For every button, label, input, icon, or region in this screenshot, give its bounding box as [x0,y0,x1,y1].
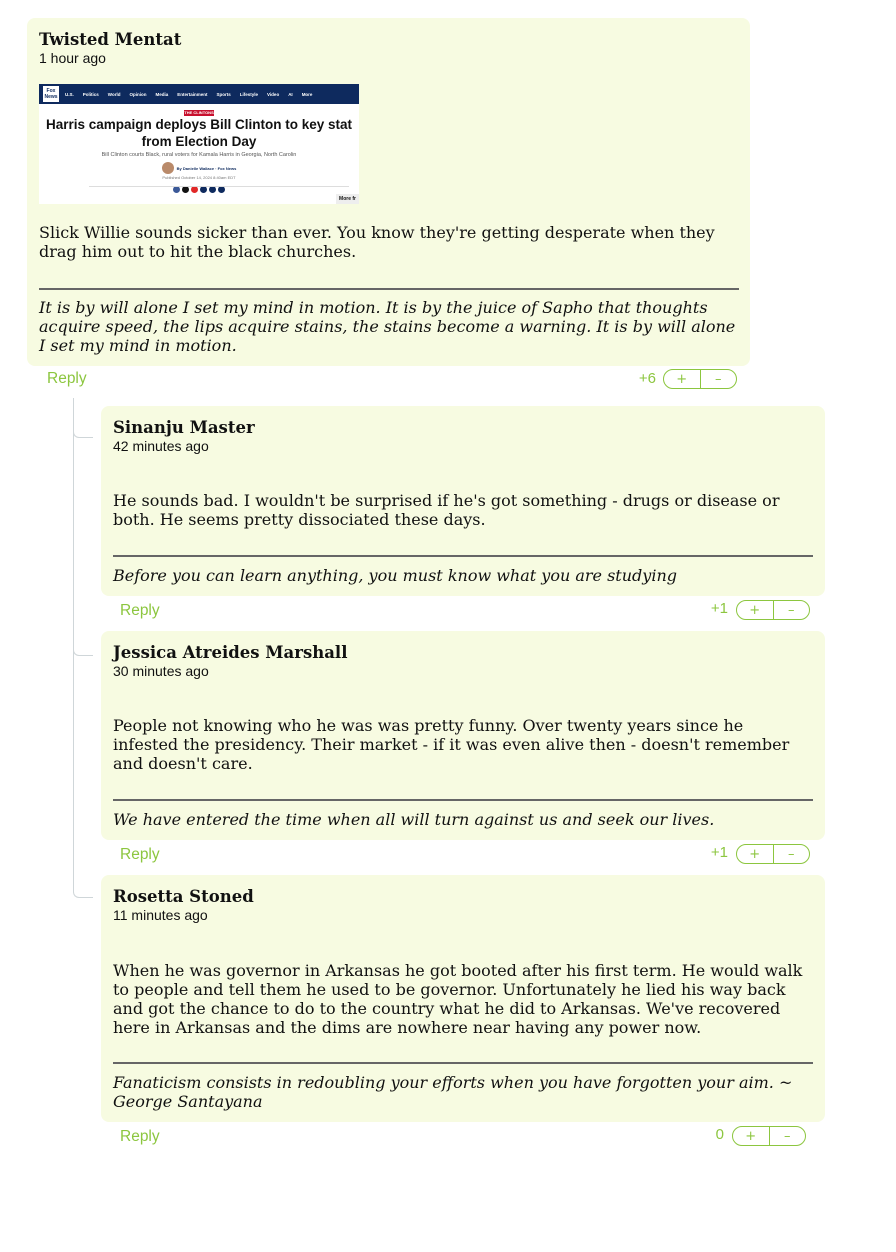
nav-item: More [301,91,313,97]
comment-signature: We have entered the time when all will turn against us and seek our lives. [113,810,715,829]
news-nav-bar [39,84,359,104]
nav-item: World [107,91,121,97]
article-byline-row [39,162,359,174]
article-screenshot-image[interactable] [39,84,359,204]
article-headline: from Election Day [141,134,257,149]
comment-card [27,18,750,366]
nav-item: Lifestyle [239,91,259,97]
reply-button[interactable]: Reply [120,602,160,619]
thread-elbow [73,620,93,656]
vote-buttons [663,369,737,389]
author-avatar [162,162,174,174]
vote-score: +1 [710,844,728,861]
comment-timestamp: 30 minutes ago [113,663,209,679]
comment-card [101,875,825,1122]
thread-line [73,398,74,774]
nav-item: U.S. [65,91,74,97]
share-icons [39,186,359,193]
signature-divider [113,555,813,557]
nav-item: Politics [82,91,99,97]
comment-timestamp: 11 minutes ago [113,907,208,923]
facebook-icon [173,186,180,193]
nav-item: Media [155,91,169,97]
comment-body: When he was governor in Arkansas he got booted after his first term. He would walk to people and tell them he used to be governor. Unfortunately he lied his way back and got the chance to do to the country what he did to Arkansas. We've recovered here in Arkansas and the dims are nowhere near having any power now. [113,961,803,1037]
nav-item: Sports [216,91,231,97]
article-tag: THE CLINTONS [184,110,214,115]
comment-card [101,631,825,840]
nav-item: AI [288,91,293,97]
vote-buttons [736,600,810,620]
upvote-button[interactable]: + [749,602,761,618]
article-byline: By Danielle Wallace · Fox News [176,165,237,171]
nav-item: Opinion [129,91,147,97]
article-subheadline: Bill Clinton courts Black, rural voters for Kamala Harris in Georgia, North Carolin [101,152,297,158]
downvote-button[interactable]: – [773,601,810,619]
comment-signature: It is by will alone I set my mind in motion. It is by the juice of Sapho that thoughts acquire speed, the lips acquire stains, the stains become a warning. It is by will alone I set my mind in motion. [39,298,736,355]
x-icon [182,186,189,193]
signature-divider [113,799,813,801]
nav-item: Entertainment [177,91,208,97]
vote-score: 0 [715,1126,724,1143]
vote-score: +1 [710,600,728,617]
comment-timestamp: 1 hour ago [39,50,106,66]
article-headline: Harris campaign deploys Bill Clinton to key stat [45,117,353,132]
comment-body: He sounds bad. I wouldn't be surprised if he's got something - drugs or disease or both. He seems pretty dissociated these days. [113,491,780,529]
signature-divider [113,1062,813,1064]
vote-score: +6 [638,370,656,387]
news-logo: Fox News [44,88,58,100]
upvote-button[interactable]: + [749,846,761,862]
reply-button[interactable]: Reply [120,846,160,863]
more-link: More fr [336,194,359,204]
comment-timestamp: 42 minutes ago [113,438,209,454]
thread-elbow [73,398,93,438]
comment-signature: Fanaticism consists in redoubling your efforts when you have forgotten your aim. ~ George Santayana [113,1073,793,1111]
comment-author[interactable]: Jessica Atreides Marshall [113,643,348,662]
comment-signature: Before you can learn anything, you must know what you are studying [113,566,677,585]
signature-divider [39,288,739,290]
divider [89,186,349,187]
vote-buttons [736,844,810,864]
email-icon [218,186,225,193]
comment-author[interactable]: Sinanju Master [113,418,255,437]
thread-elbow [73,770,93,898]
comment-body: People not knowing who he was was pretty funny. Over twenty years since he infested the presidency. Their market - if it was even alive then - doesn't remember and doesn't care. [113,716,790,773]
downvote-button[interactable]: – [769,1127,806,1145]
comment-author[interactable]: Twisted Mentat [39,30,182,49]
comment-card [101,406,825,596]
article-date: Published October 14, 2024 8:40am EDT [162,175,236,180]
flipboard-icon [191,186,198,193]
comments-icon [200,186,207,193]
reply-button[interactable]: Reply [120,1128,160,1145]
print-icon [209,186,216,193]
upvote-button[interactable]: + [745,1128,757,1144]
downvote-button[interactable]: – [700,370,737,388]
comment-body: Slick Willie sounds sicker than ever. You know they're getting desperate when they drag him out to hit the black churches. [39,223,715,261]
comment-author[interactable]: Rosetta Stoned [113,887,254,906]
reply-button[interactable]: Reply [47,370,87,387]
downvote-button[interactable]: – [773,845,810,863]
nav-item: Video [267,91,280,97]
upvote-button[interactable]: + [676,371,688,387]
vote-buttons [732,1126,806,1146]
